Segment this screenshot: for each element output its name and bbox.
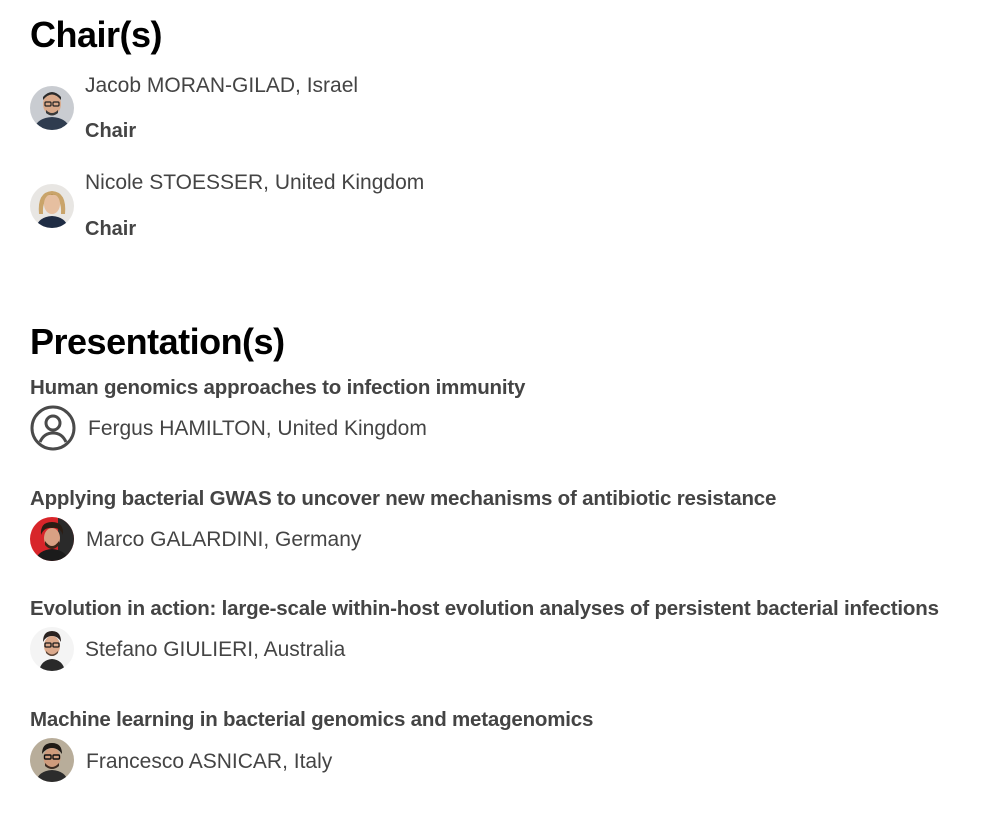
presentation-title[interactable]: Evolution in action: large-scale within-host evolution analyses of persistent bacterial infections <box>30 597 939 620</box>
speaker-name[interactable]: Stefano GIULIERI, Australia <box>85 638 346 661</box>
chairs-heading: Chair(s) <box>30 14 163 55</box>
person-photo-icon <box>30 738 74 782</box>
presentation-title[interactable]: Applying bacterial GWAS to uncover new mechanisms of antibiotic resistance <box>30 487 777 510</box>
chair-name[interactable]: Nicole STOESSER, United Kingdom <box>85 171 425 194</box>
chair-name[interactable]: Jacob MORAN-GILAD, Israel <box>85 74 359 97</box>
chair-avatar[interactable] <box>30 86 74 130</box>
person-photo-icon <box>30 86 74 130</box>
presentation-title[interactable]: Machine learning in bacterial genomics and metagenomics <box>30 708 594 731</box>
speaker-name[interactable]: Marco GALARDINI, Germany <box>86 528 362 551</box>
chair-role: Chair <box>85 120 137 142</box>
user-circle-icon <box>30 405 76 451</box>
chair-avatar[interactable] <box>30 184 74 228</box>
speaker-avatar[interactable] <box>30 738 74 782</box>
person-photo-icon <box>30 517 74 561</box>
chair-role: Chair <box>85 218 137 240</box>
speaker-avatar[interactable] <box>30 517 74 561</box>
presentation-title[interactable]: Human genomics approaches to infection immunity <box>30 376 526 399</box>
speaker-name[interactable]: Francesco ASNICAR, Italy <box>86 750 333 773</box>
presentations-heading: Presentation(s) <box>30 321 285 362</box>
person-photo-icon <box>30 184 74 228</box>
speaker-name[interactable]: Fergus HAMILTON, United Kingdom <box>88 417 427 440</box>
speaker-avatar[interactable] <box>30 627 74 671</box>
person-photo-icon <box>30 627 74 671</box>
